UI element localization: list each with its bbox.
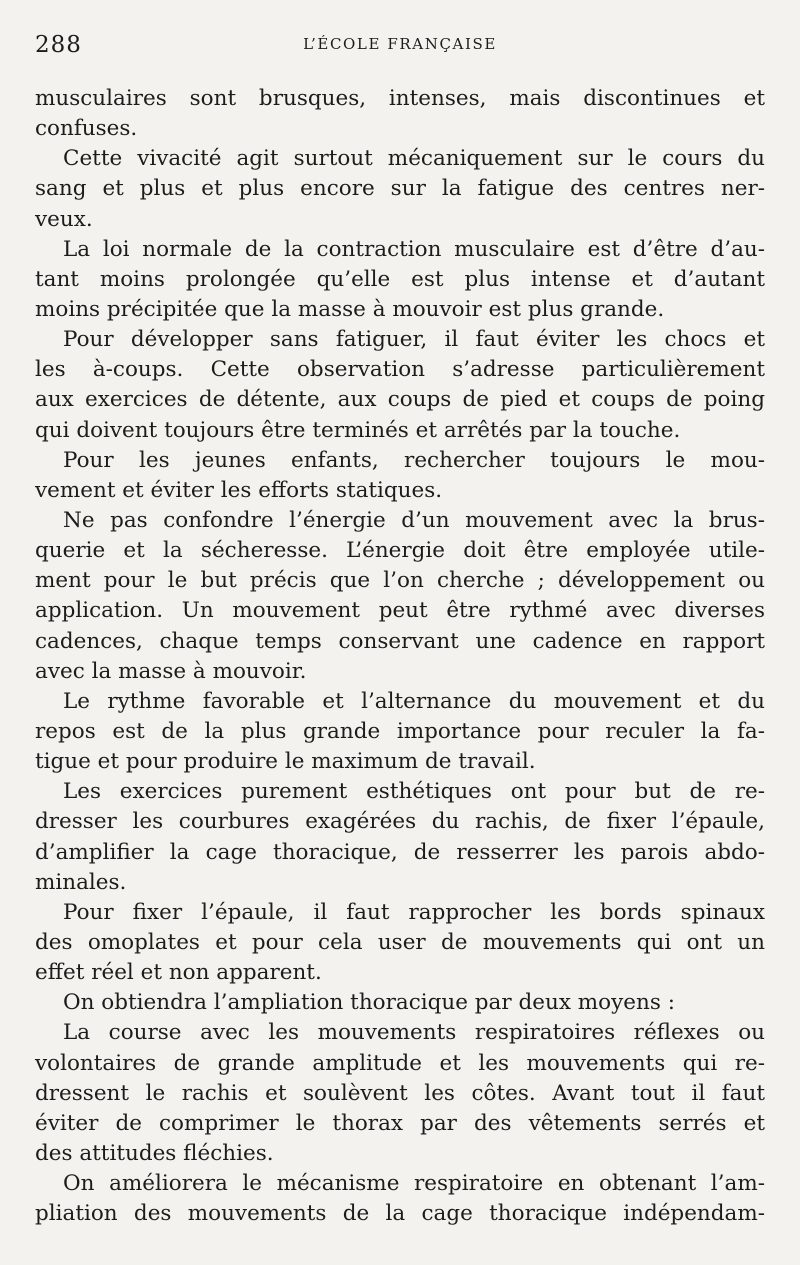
- text-line: sang et plus et plus encore sur la fatigue des centres ner-: [35, 176, 765, 202]
- text-line: qui doivent toujours être terminés et arrêtés par la touche.: [35, 417, 681, 443]
- text-line: dresser les courbures exagérées du rachis, de fixer l’épaule,: [35, 809, 765, 835]
- body-text: [35, 84, 765, 1229]
- text-line: avec la masse à mouvoir.: [35, 658, 307, 684]
- text-line: vement et éviter les efforts statiques.: [35, 477, 443, 503]
- text-line: musculaires sont brusques, intenses, mais discontinues et: [35, 86, 765, 111]
- text-line: application. Un mouvement peut être rythmé avec diverses: [35, 598, 765, 624]
- text-line: Pour fixer l’épaule, il faut rapprocher les bords spinaux: [63, 899, 765, 925]
- text-line: La loi normale de la contraction musculaire est d’être d’au-: [63, 236, 765, 262]
- running-head: [0, 28, 800, 64]
- text-line: cadences, chaque temps conservant une cadence en rapport: [35, 628, 765, 654]
- text-line: tigue et pour produire le maximum de travail.: [35, 749, 536, 775]
- text-line: pliation des mouvements de la cage thoracique indépendam-: [35, 1201, 765, 1227]
- text-line: Cette vivacité agit surtout mécaniquement sur le cours du: [63, 146, 765, 172]
- text-line: aux exercices de détente, aux coups de pied et coups de poing: [35, 387, 765, 413]
- text-line: éviter de comprimer le thorax par des vêtements serrés et: [35, 1110, 765, 1136]
- running-title: L’ÉCOLE FRANÇAISE: [303, 35, 497, 53]
- text-line: tant moins prolongée qu’elle est plus intense et d’autant: [35, 266, 765, 292]
- text-line: d’amplifier la cage thoracique, de resserrer les parois abdo-: [35, 839, 765, 865]
- text-line: des omoplates et pour cela user de mouvements qui ont un: [35, 929, 765, 955]
- text-line: des attitudes fléchies.: [35, 1140, 274, 1166]
- page-number: 288: [35, 32, 82, 58]
- text-line: veux.: [35, 206, 93, 232]
- text-line: Le rythme favorable et l’alternance du mouvement et du: [63, 688, 765, 714]
- text-line: effet réel et non apparent.: [35, 960, 322, 986]
- text-line: On obtiendra l’ampliation thoracique par deux moyens :: [63, 990, 675, 1016]
- text-line: dressent le rachis et soulèvent les côtes. Avant tout il faut: [35, 1080, 765, 1106]
- text-line: Pour développer sans fatiguer, il faut éviter les chocs et: [63, 327, 765, 353]
- text-line: repos est de la plus grande importance pour reculer la fa-: [35, 718, 765, 744]
- text-line: volontaires de grande amplitude et les mouvements qui re-: [35, 1050, 765, 1076]
- text-line: querie et la sécheresse. L’énergie doit être employée utile-: [35, 538, 765, 564]
- text-line: Les exercices purement esthétiques ont pour but de re-: [63, 779, 765, 805]
- text-line: La course avec les mouvements respiratoires réflexes ou: [63, 1020, 765, 1046]
- text-line: confuses.: [35, 116, 138, 142]
- text-line: moins précipitée que la masse à mouvoir est plus grande.: [35, 296, 665, 322]
- text-line: minales.: [35, 869, 127, 895]
- text-line: Pour les jeunes enfants, rechercher toujours le mou-: [63, 447, 765, 473]
- text-line: Ne pas confondre l’énergie d’un mouvement avec la brus-: [63, 507, 765, 533]
- text-line: On améliorera le mécanisme respiratoire en obtenant l’am-: [63, 1171, 765, 1197]
- text-line: les à-coups. Cette observation s’adresse particulièrement: [35, 357, 765, 383]
- text-line: ment pour le but précis que l’on cherche ; développement ou: [35, 568, 765, 594]
